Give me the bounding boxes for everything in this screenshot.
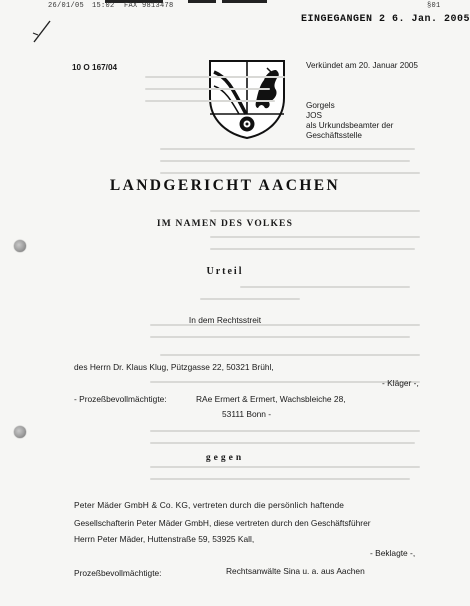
plaintiff-role: - Kläger -, [382, 378, 419, 388]
show-through-line [150, 336, 410, 338]
defendant-line-3: Herrn Peter Mäder, Huttenstraße 59, 53925 Kall, [74, 534, 255, 544]
plaintiff-address: des Herrn Dr. Klaus Klug, Pützgasse 22, 50321 Brühl, [74, 362, 274, 372]
fax-redaction-bar [188, 0, 216, 3]
clerk-office: Geschäftsstelle [306, 131, 362, 140]
show-through-line [160, 160, 410, 162]
clerk-title: als Urkundsbeamter der [306, 121, 394, 130]
coat-of-arms-icon [205, 58, 289, 140]
show-through-line [160, 172, 420, 174]
defendant-line-2: Gesellschafterin Peter Mäder GmbH, diese vertreten durch den Geschäftsführer [74, 518, 371, 528]
punch-hole [14, 426, 26, 438]
show-through-line [145, 76, 285, 78]
clerk-name: Gorgels [306, 101, 335, 110]
fax-redaction-bar [222, 0, 267, 3]
show-through-line [150, 442, 415, 444]
clerk-initials: JOS [306, 111, 322, 120]
plaintiff-counsel-city: 53111 Bonn - [222, 409, 272, 419]
in-the-dispute: In dem Rechtsstreit [188, 315, 262, 325]
defendant-line-1: Peter Mäder GmbH & Co. KG, vertreten durch die persönlich haftende [74, 500, 345, 510]
fax-page-number: §01 [427, 2, 441, 10]
plaintiff-counsel: RAe Ermert & Ermert, Wachsbleiche 28, [196, 394, 346, 404]
defendant-counsel-label: Prozeßbevollmächtigte: [74, 568, 162, 578]
show-through-line [240, 286, 410, 288]
show-through-line [145, 88, 270, 90]
plaintiff-counsel-label: - Prozeßbevollmächtigte: [74, 394, 167, 404]
against-heading: gegen [205, 453, 245, 463]
show-through-line [210, 236, 420, 238]
received-stamp: EINGEGANGEN 2 6. Jan. 2005 [301, 14, 470, 25]
show-through-line [150, 381, 420, 383]
judgment-heading: Urteil [206, 266, 244, 277]
show-through-line [150, 478, 410, 480]
fax-time: 15:02 [92, 2, 115, 10]
fax-date: 26/01/05 [48, 2, 85, 10]
pen-mark-icon [30, 18, 54, 44]
case-number: 10 O 167/04 [72, 63, 118, 72]
in-the-name-of-the-people: IM NAMEN DES VOLKES [156, 219, 294, 229]
show-through-line [150, 466, 420, 468]
show-through-line [200, 298, 300, 300]
show-through-line [160, 354, 420, 356]
fax-number: FAX 9813478 [124, 2, 174, 10]
show-through-line [150, 430, 420, 432]
defendant-role: - Beklagte -, [370, 548, 416, 558]
show-through-line [210, 210, 420, 212]
show-through-line [160, 148, 415, 150]
punch-hole [14, 240, 26, 252]
court-name: LANDGERICHT AACHEN [109, 177, 341, 194]
announcement-date: Verkündet am 20. Januar 2005 [306, 61, 418, 70]
defendant-counsel: Rechtsanwälte Sina u. a. aus Aachen [226, 566, 365, 576]
show-through-line [210, 248, 415, 250]
show-through-line [145, 100, 275, 102]
